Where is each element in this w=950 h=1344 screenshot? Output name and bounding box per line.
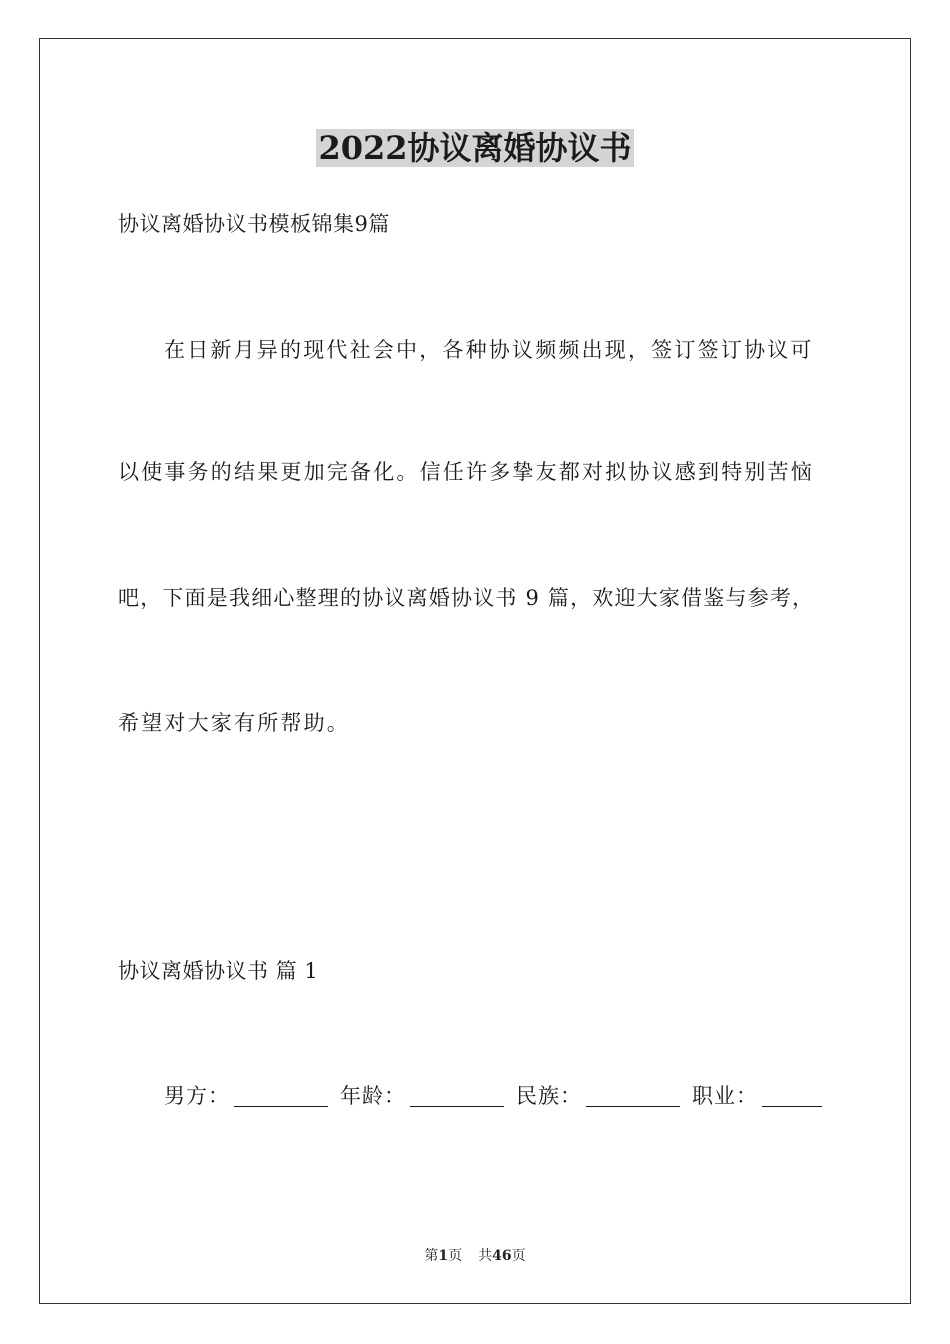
document-subtitle: 协议离婚协议书模板锦集9篇 bbox=[118, 212, 390, 236]
footer-page-suffix: 页 bbox=[448, 1248, 463, 1264]
occupation-blank[interactable] bbox=[762, 1084, 822, 1107]
paragraph-line-4: 希望对大家有所帮助。 bbox=[118, 711, 350, 735]
age-label: 年龄： bbox=[340, 1084, 406, 1108]
paragraph-line-2: 以使事务的结果更加完备化。信任许多挚友都对拟协议感到特别苦恼 bbox=[118, 460, 814, 484]
male-party-blank[interactable] bbox=[234, 1084, 328, 1107]
ethnicity-blank[interactable] bbox=[586, 1084, 680, 1107]
age-blank[interactable] bbox=[410, 1084, 504, 1107]
form-row bbox=[164, 1081, 822, 1111]
footer-page-prefix: 第 bbox=[424, 1248, 439, 1264]
male-party-label: 男方： bbox=[164, 1084, 230, 1108]
footer-total-prefix: 共 bbox=[478, 1248, 493, 1264]
paragraph-line-1: 在日新月异的现代社会中，各种协议频频出现，签订签订协议可 bbox=[164, 338, 814, 362]
document-title-text: 2022协议离婚协议书 bbox=[318, 129, 632, 167]
section-heading: 协议离婚协议书 篇 1 bbox=[118, 959, 319, 983]
occupation-label: 职业： bbox=[692, 1084, 758, 1108]
page-footer bbox=[0, 1246, 950, 1266]
ethnicity-label: 民族： bbox=[516, 1084, 582, 1108]
document-title bbox=[0, 124, 950, 172]
footer-total-pages: 46 bbox=[492, 1248, 512, 1264]
footer-total-suffix: 页 bbox=[511, 1248, 526, 1264]
paragraph-line-3: 吧，下面是我细心整理的协议离婚协议书 9 篇，欢迎大家借鉴与参考， bbox=[118, 586, 815, 610]
footer-page-number: 1 bbox=[438, 1248, 449, 1264]
